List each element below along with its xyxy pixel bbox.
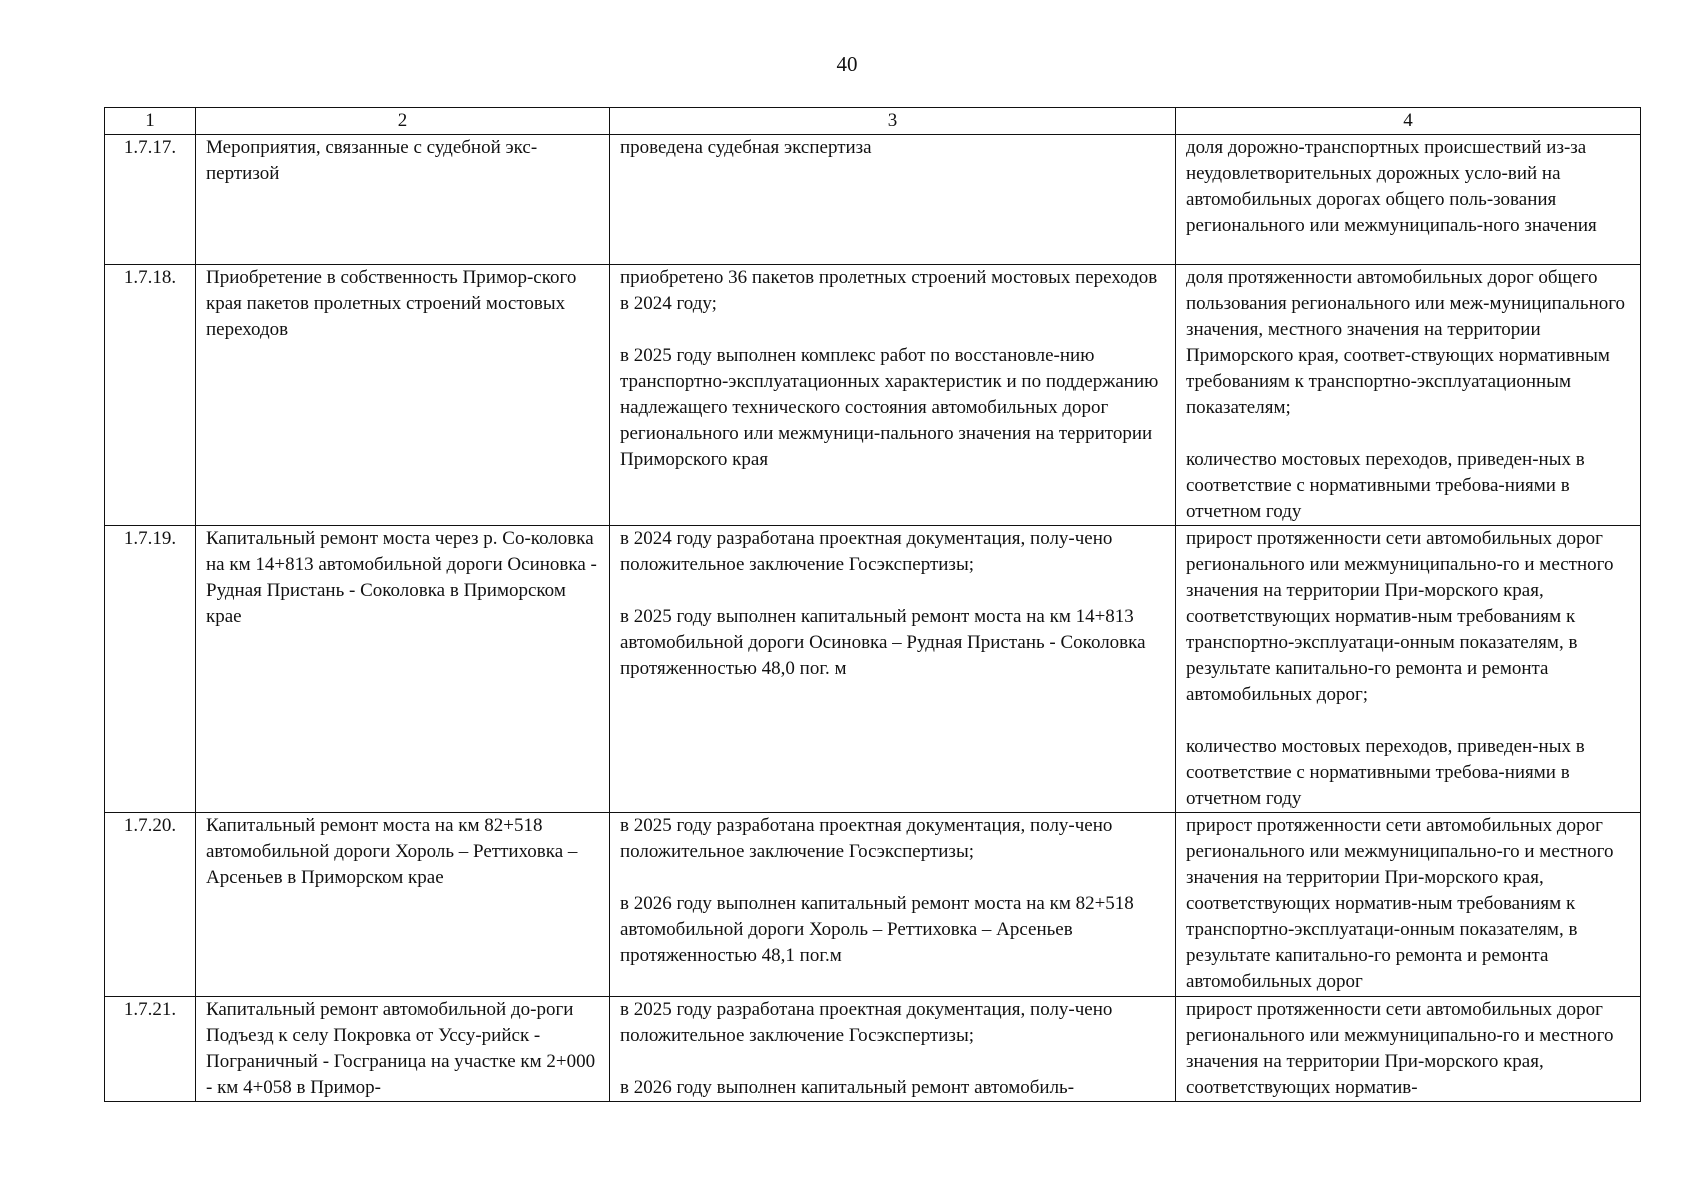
expected-result: [610, 135, 1176, 265]
result-paragraph: в 2025 году разработана проектная документация, полу-чено положительное заключение Госэкспертизы;: [620, 999, 1113, 1046]
indicator: [1176, 135, 1641, 265]
result-paragraph: в 2024 году разработана проектная документация, полу-чено положительное заключение Госэкспертизы;: [620, 528, 1113, 575]
row-number: 1.7.21.: [105, 997, 196, 1102]
indicator-paragraph: количество мостовых переходов, приведен-ных в соответствие с нормативными требова-ниями в отчетном году: [1186, 449, 1585, 522]
page-number: 40: [836, 52, 858, 76]
result-paragraph: в 2026 году выполнен капитальный ремонт автомобиль-: [620, 1077, 1075, 1098]
table-row: [105, 135, 1641, 265]
result-paragraph: приобретено 36 пакетов пролетных строений мостовых переходов в 2024 году;: [620, 267, 1158, 314]
row-number: 1.7.20.: [105, 813, 196, 997]
expected-result: [610, 997, 1176, 1102]
indicator: [1176, 997, 1641, 1102]
indicator: [1176, 526, 1641, 813]
indicator-paragraph: прирост протяженности сети автомобильных дорог регионального или межмуниципально-го и местного значения на территории При-морского края, соответствующих норматив-ным требованиям к транспортно-эксплуатаци-онным показателям, в результате капитально-го ремонта и ремонта автомобильных дорог;: [1186, 528, 1614, 705]
table-row: [105, 997, 1641, 1102]
expected-result: [610, 526, 1176, 813]
measure-name: Приобретение в собственность Примор-ского края пакетов пролетных строений мостовых переходов: [196, 265, 610, 526]
result-paragraph: в 2025 году выполнен капитальный ремонт моста на км 14+813 автомобильной дороги Осиновка – Рудная Пристань - Соколовка протяженностью 48,0 пог. м: [620, 606, 1146, 679]
measures-table: [104, 107, 1641, 1102]
column-header: 1: [105, 108, 196, 135]
row-number: 1.7.19.: [105, 526, 196, 813]
column-header: 3: [610, 108, 1176, 135]
table-row: [105, 813, 1641, 997]
table-header-row: [105, 108, 1641, 135]
column-header: 2: [196, 108, 610, 135]
row-number: 1.7.18.: [105, 265, 196, 526]
column-header: 4: [1176, 108, 1641, 135]
result-paragraph: в 2026 году выполнен капитальный ремонт моста на км 82+518 автомобильной дороги Хороль – Реттиховка – Арсеньев протяженностью 48,1 пог.м: [620, 893, 1134, 966]
measure-name: Капитальный ремонт моста на км 82+518 автомобильной дороги Хороль – Реттиховка – Арсеньев в Приморском крае: [196, 813, 610, 997]
result-paragraph: в 2025 году выполнен комплекс работ по восстановле-нию транспортно-эксплуатационных характеристик и по поддержанию надлежащего технического состояния автомобильных дорог регионального или межмуници-пального значения на территории Приморского края: [620, 345, 1159, 470]
expected-result: [610, 813, 1176, 997]
indicator-paragraph: прирост протяженности сети автомобильных дорог регионального или межмуниципально-го и местного значения на территории При-морского края, соответствующих норматив-: [1186, 999, 1614, 1098]
indicator: [1176, 813, 1641, 997]
indicator-paragraph: доля протяженности автомобильных дорог общего пользования регионального или меж-муниципального значения, местного значения на территории Приморского края, соответ-ствующих нормативным требованиям к транспортно-эксплуатационным показателям;: [1186, 267, 1626, 418]
indicator-paragraph: доля дорожно-транспортных происшествий из-за неудовлетворительных дорожных усло-вий на автомобильных дорогах общего поль-зования регионального или межмуниципаль-ного значения: [1186, 137, 1597, 236]
table-row: [105, 526, 1641, 813]
indicator: [1176, 265, 1641, 526]
indicator-paragraph: количество мостовых переходов, приведен-ных в соответствие с нормативными требова-ниями в отчетном году: [1186, 736, 1585, 809]
measure-name: Мероприятия, связанные с судебной экс-пертизой: [196, 135, 610, 265]
result-paragraph: проведена судебная экспертиза: [620, 137, 872, 158]
row-number: 1.7.17.: [105, 135, 196, 265]
measure-name: Капитальный ремонт моста через р. Со-коловка на км 14+813 автомобильной дороги Осиновка - Рудная Пристань - Соколовка в Приморском крае: [196, 526, 610, 813]
result-paragraph: в 2025 году разработана проектная документация, полу-чено положительное заключение Госэкспертизы;: [620, 815, 1113, 862]
measure-name: Капитальный ремонт автомобильной до-роги Подъезд к селу Покровка от Уссу-рийск - Пограничный - Госграница на участке км 2+000 - км 4+058 в Примор-: [196, 997, 610, 1102]
expected-result: [610, 265, 1176, 526]
indicator-paragraph: прирост протяженности сети автомобильных дорог регионального или межмуниципально-го и местного значения на территории При-морского края, соответствующих норматив-ным требованиям к транспортно-эксплуатаци-онным показателям, в результате капитально-го ремонта и ремонта автомобильных дорог: [1186, 815, 1614, 992]
table-row: [105, 265, 1641, 526]
